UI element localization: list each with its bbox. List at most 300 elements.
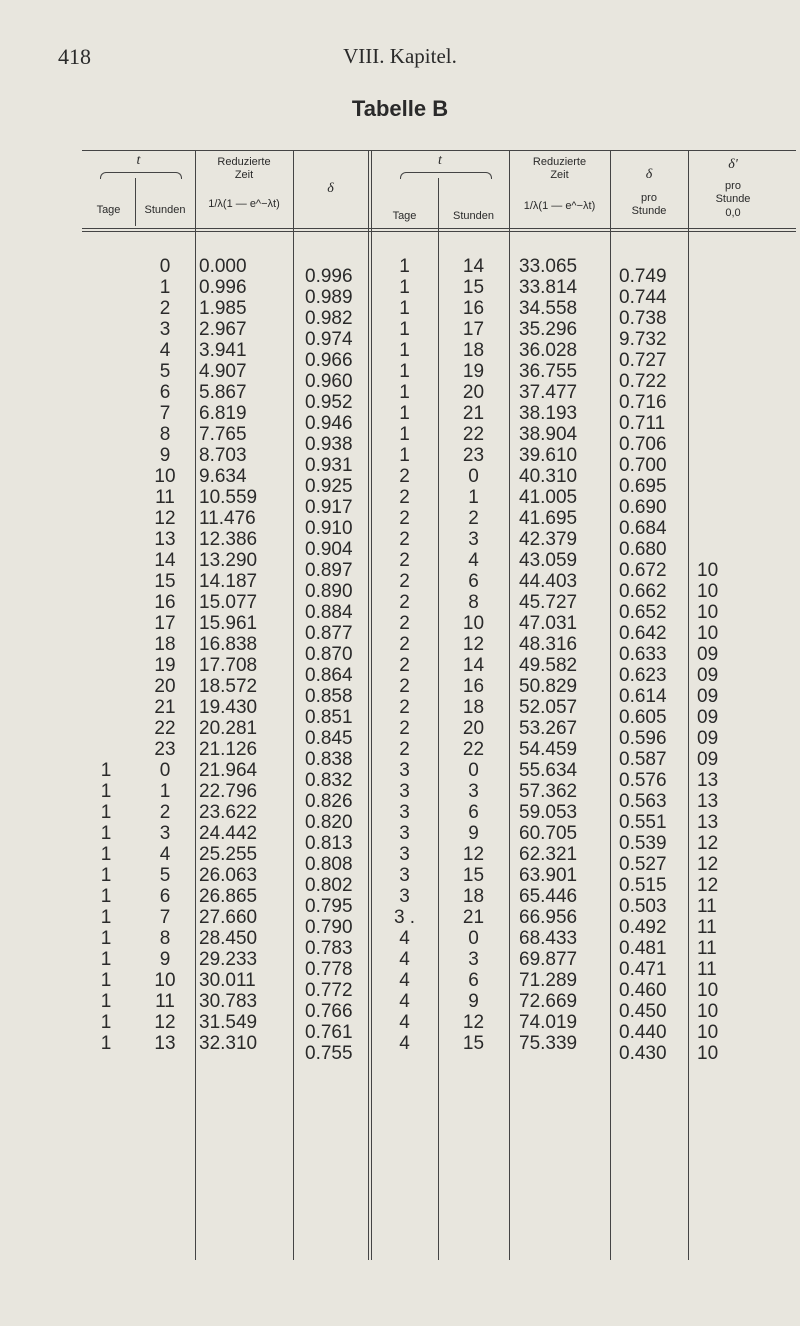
table-cell: 10 — [697, 602, 719, 623]
table-cell: 2 — [399, 676, 410, 697]
table-cell: 18 — [462, 340, 485, 361]
table-cell: 09 — [697, 728, 719, 749]
table-cell: 2 — [399, 550, 410, 571]
table-cell: 9.732 — [619, 329, 667, 350]
table-cell: 48.316 — [519, 634, 578, 655]
table-cell — [697, 539, 757, 560]
table-cell: 0 — [468, 928, 479, 949]
table-cell — [86, 445, 126, 466]
table-cell: 18.572 — [199, 676, 258, 697]
table-cell — [86, 655, 126, 676]
table-cell: 0.471 — [619, 959, 667, 980]
table-cell: 1 — [399, 445, 410, 466]
table-cell: 3 — [399, 802, 410, 823]
table-cell: 43.059 — [519, 550, 578, 571]
table-cell: 0.946 — [305, 413, 353, 434]
table-cell: 0.910 — [305, 518, 353, 539]
table-cell: 6 — [468, 802, 479, 823]
table-cell — [86, 571, 126, 592]
table-cell: 23 — [154, 739, 176, 760]
table-cell: 0.539 — [619, 833, 667, 854]
table-cell: 13 — [697, 791, 719, 812]
table-cell: 8 — [159, 424, 171, 445]
running-head: VIII. Kapitel. — [343, 44, 457, 68]
header-stunde-right: Stunde — [631, 205, 667, 217]
table-cell — [697, 413, 757, 434]
table-cell: 0.727 — [619, 350, 667, 371]
table-cell: 13 — [154, 529, 176, 550]
table-cell: 42.379 — [519, 529, 578, 550]
table-cell — [86, 466, 126, 487]
table-cell: 0.755 — [305, 1043, 353, 1064]
header-stunde-prime: Stunde — [715, 193, 751, 205]
table-cell: 0.716 — [619, 392, 667, 413]
table-cell: 38.904 — [519, 424, 578, 445]
column-delta-pro-stunde — [619, 266, 687, 1064]
table-cell: 15 — [154, 571, 176, 592]
table-cell: 11 — [697, 959, 717, 980]
table-cell — [86, 277, 126, 298]
table-cell: 0.744 — [619, 287, 667, 308]
table-cell: 1 — [100, 949, 112, 970]
table-cell: 0.652 — [619, 602, 667, 623]
table-cell: 4 — [399, 1012, 410, 1033]
table-cell: 6 — [468, 571, 479, 592]
table-cell: 2 — [399, 634, 410, 655]
table-cell: 14 — [154, 550, 176, 571]
table-cell: 0.430 — [619, 1043, 667, 1064]
table-cell: 5 — [159, 361, 171, 382]
table-cell: 20 — [462, 382, 485, 403]
table-cell: 1 — [100, 844, 112, 865]
table-cell: 5 — [159, 865, 171, 886]
table-cell: 1.985 — [199, 298, 247, 319]
table-cell: 0.802 — [305, 875, 353, 896]
table-cell: 0.870 — [305, 644, 353, 665]
header-stunde-00: 0,0 — [725, 207, 741, 219]
table-cell: 0.605 — [619, 707, 667, 728]
table-cell: 3 — [399, 781, 410, 802]
table-cell — [86, 361, 126, 382]
table-cell: 3 — [399, 886, 410, 907]
table-cell: 1 — [100, 886, 112, 907]
table-cell: 59.053 — [519, 802, 578, 823]
table-cell: 9 — [468, 991, 479, 1012]
table-cell: 6 — [159, 382, 171, 403]
table-cell: 1 — [100, 1033, 112, 1054]
table-cell: 1 — [399, 403, 410, 424]
table-cell: 2 — [399, 466, 410, 487]
table-cell: 74.019 — [519, 1012, 578, 1033]
table-cell: 0.766 — [305, 1001, 353, 1022]
table-cell: 21 — [462, 403, 485, 424]
table-cell: 2 — [399, 487, 410, 508]
table-cell: 10 — [154, 466, 176, 487]
table-cell: 0.808 — [305, 854, 353, 875]
table-cell: 9.634 — [199, 466, 247, 487]
table-cell: 19.430 — [199, 697, 258, 718]
table-cell: 13 — [697, 770, 719, 791]
table-cell — [86, 298, 126, 319]
table-cell — [697, 266, 757, 287]
header-tage-left: Tage — [96, 204, 121, 216]
table-cell: 36.755 — [519, 361, 578, 382]
table-cell: 0.864 — [305, 665, 353, 686]
table-cell: 12.386 — [199, 529, 258, 550]
table-cell: 09 — [697, 686, 719, 707]
table-cell: 1 — [100, 991, 112, 1012]
table-cell: 68.433 — [519, 928, 578, 949]
table-cell: 0.795 — [305, 896, 353, 917]
divider-delta-deltaprime — [688, 150, 689, 1260]
table-cell: 2 — [399, 571, 410, 592]
header-pro-prime: pro — [725, 180, 741, 192]
table-cell: 0.700 — [619, 455, 667, 476]
table-cell: 23.622 — [199, 802, 258, 823]
table-cell: 22 — [462, 739, 485, 760]
table-cell: 0.515 — [619, 875, 667, 896]
table-cell: 18 — [462, 697, 485, 718]
table-cell: 1 — [399, 298, 410, 319]
table-cell: 2 — [159, 298, 171, 319]
table-cell: 1 — [100, 781, 112, 802]
table-cell: 0.614 — [619, 686, 667, 707]
table-cell: 2.967 — [199, 319, 247, 340]
table-cell: 2 — [399, 592, 410, 613]
table-cell — [86, 529, 126, 550]
table-cell: 0.761 — [305, 1022, 353, 1043]
table-cell: 0.960 — [305, 371, 353, 392]
table-cell: 12 — [462, 844, 485, 865]
table-cell: 18 — [462, 886, 485, 907]
table-cell: 09 — [697, 665, 719, 686]
table-cell: 21 — [462, 907, 485, 928]
table-cell: 1 — [399, 277, 410, 298]
table-cell: 16 — [462, 676, 485, 697]
table-cell: 09 — [697, 644, 719, 665]
table-cell: 36.028 — [519, 340, 578, 361]
header-zeit-left: Zeit — [234, 169, 254, 181]
table-cell: 57.362 — [519, 781, 578, 802]
table-cell — [86, 403, 126, 424]
table-cell: 27.660 — [199, 907, 258, 928]
table-cell: 12 — [154, 508, 176, 529]
table-cell: 1 — [100, 802, 112, 823]
table-cell: 1 — [100, 970, 112, 991]
table-cell: 45.727 — [519, 592, 578, 613]
table-cell: 6 — [159, 886, 171, 907]
table-cell: 3 — [399, 823, 410, 844]
divider-stunden-red-right — [509, 150, 510, 1260]
table-cell: 1 — [468, 487, 479, 508]
table-cell: 9 — [468, 823, 479, 844]
table-cell: 4 — [399, 970, 410, 991]
table-cell: 21.126 — [199, 739, 258, 760]
table-cell: 12 — [697, 854, 719, 875]
table-cell: 4.907 — [199, 361, 247, 382]
table-cell — [86, 256, 126, 277]
table-cell: 60.705 — [519, 823, 578, 844]
table-cell: 2 — [159, 802, 171, 823]
table-cell: 09 — [697, 707, 719, 728]
table-cell: 0.897 — [305, 560, 353, 581]
table-cell — [86, 508, 126, 529]
table-cell — [697, 371, 757, 392]
table-cell: 11 — [697, 938, 717, 959]
table-cell: 0.672 — [619, 560, 667, 581]
table-cell: 3 — [159, 319, 171, 340]
table-cell: 0.460 — [619, 980, 667, 1001]
table-cell: 0.680 — [619, 539, 667, 560]
table-cell: 30.011 — [199, 970, 256, 991]
table-cell: 0.711 — [619, 413, 666, 434]
table-cell: 10 — [697, 1022, 719, 1043]
table-cell: 63.901 — [519, 865, 578, 886]
header-t-left: t — [136, 153, 141, 168]
table-cell: 0.633 — [619, 644, 667, 665]
table-cell: 0.662 — [619, 581, 667, 602]
column-tage-left — [86, 256, 126, 1054]
column-red-zeit-left — [199, 256, 291, 1054]
table-cell: 2 — [399, 655, 410, 676]
table-cell: 13.290 — [199, 550, 258, 571]
table-cell: 12 — [462, 634, 485, 655]
divider-red-delta-right — [610, 150, 611, 1260]
table-cell: 2 — [399, 508, 410, 529]
divider-tage-stunden-left — [135, 178, 136, 226]
table-cell: 1 — [100, 865, 112, 886]
header-tage-right: Tage — [392, 210, 417, 222]
table-cell: 1 — [399, 319, 410, 340]
table-cell: 0.749 — [619, 266, 667, 287]
table-cell: 30.783 — [199, 991, 258, 1012]
table-cell: 0.492 — [619, 917, 667, 938]
table-cell: 20 — [154, 676, 176, 697]
table-cell — [697, 476, 757, 497]
table-cell: 12 — [154, 1012, 176, 1033]
table-cell: 2 — [399, 718, 410, 739]
table-cell: 72.669 — [519, 991, 578, 1012]
table-cell: 3 — [468, 781, 479, 802]
table-cell: 11 — [697, 896, 717, 917]
table-cell — [697, 287, 757, 308]
table-cell: 11.476 — [199, 508, 256, 529]
table-cell: 13 — [697, 812, 719, 833]
table-cell — [697, 308, 757, 329]
table-cell: 0.838 — [305, 749, 353, 770]
table-cell: 39.610 — [519, 445, 578, 466]
table-cell — [86, 340, 126, 361]
table-cell: 29.233 — [199, 949, 258, 970]
table-cell: 15 — [462, 277, 485, 298]
table-cell: 1 — [399, 382, 410, 403]
header-pro-right: pro — [641, 192, 657, 204]
table-cell: 4 — [159, 844, 171, 865]
header-reduzierte-right: Reduzierte — [532, 156, 587, 168]
table-cell: 0.813 — [305, 833, 353, 854]
table-cell: 66.956 — [519, 907, 578, 928]
table-cell: 0.695 — [619, 476, 667, 497]
table-cell: 16 — [462, 298, 485, 319]
table-cell: 7.765 — [199, 424, 247, 445]
table-cell: 0.952 — [305, 392, 353, 413]
table-cell: 0.931 — [305, 455, 353, 476]
table-cell: 0.563 — [619, 791, 667, 812]
table-cell — [697, 329, 757, 350]
divider-stunden-red-left — [195, 150, 196, 1260]
table-cell: 0.783 — [305, 938, 353, 959]
table-cell: 1 — [399, 256, 410, 277]
table-cell: 6 — [468, 970, 479, 991]
table-cell: 10 — [697, 980, 719, 1001]
table-cell: 0.974 — [305, 329, 353, 350]
table-cell: 13 — [154, 1033, 176, 1054]
column-red-zeit-right — [519, 256, 609, 1054]
table-cell: 1 — [159, 781, 171, 802]
table-cell: 5.867 — [199, 382, 247, 403]
table-cell: 47.031 — [519, 613, 578, 634]
table-cell: 0 — [159, 760, 171, 781]
table-cell: 10 — [697, 581, 719, 602]
table-title: Tabelle B — [351, 96, 449, 121]
table-cell: 1 — [100, 928, 112, 949]
table-cell: 2 — [399, 739, 410, 760]
table-cell: 24.442 — [199, 823, 258, 844]
table-cell: 54.459 — [519, 739, 578, 760]
table-cell: 7 — [159, 907, 171, 928]
table-cell: 0.982 — [305, 308, 353, 329]
table-cell: 75.339 — [519, 1033, 578, 1054]
table-cell: 17.708 — [199, 655, 258, 676]
table-cell: 1 — [399, 424, 410, 445]
table-cell — [86, 676, 126, 697]
table-cell: 11 — [155, 487, 175, 508]
table-cell: 10 — [697, 623, 719, 644]
header-stunden-right: Stunden — [453, 210, 494, 222]
table-cell: 0.996 — [305, 266, 353, 287]
table-cell: 65.446 — [519, 886, 578, 907]
table-cell — [86, 697, 126, 718]
table-cell: 9 — [159, 949, 171, 970]
table-cell: 6.819 — [199, 403, 247, 424]
table-cell: 0.587 — [619, 749, 667, 770]
table-cell: 0 — [468, 760, 479, 781]
table-cell: 0.826 — [305, 791, 353, 812]
header-stunden-left: Stunden — [144, 204, 186, 216]
table-cell: 0 — [468, 466, 479, 487]
header-formula-right: 1/λ(1 — e^−λt) — [523, 200, 596, 212]
table-cell — [697, 434, 757, 455]
table-cell: 31.549 — [199, 1012, 258, 1033]
header-delta-right: δ — [645, 167, 653, 182]
table-cell: 0.450 — [619, 1001, 667, 1022]
table-cell: 1 — [100, 1012, 112, 1033]
table-cell: 0.738 — [619, 308, 667, 329]
table-cell: 22.796 — [199, 781, 258, 802]
header-t-left-brace — [100, 172, 182, 179]
divider-red-delta-left — [293, 150, 294, 1260]
table-cell: 40.310 — [519, 466, 578, 487]
table-cell: 2 — [399, 613, 410, 634]
table-cell: 9 — [159, 445, 171, 466]
table-cell: 3 — [468, 949, 479, 970]
table-cell: 4 — [399, 949, 410, 970]
table-cell: 0.845 — [305, 728, 353, 749]
table-cell: 1 — [399, 340, 410, 361]
divider-delta-tage-right — [368, 150, 369, 1260]
table-cell — [86, 550, 126, 571]
table-cell — [86, 382, 126, 403]
table-cell: 0.820 — [305, 812, 353, 833]
table-cell: 52.057 — [519, 697, 578, 718]
table-cell: 14 — [462, 256, 485, 277]
table-cell — [86, 592, 126, 613]
table-cell: 0.996 — [199, 277, 247, 298]
table-cell: 0.551 — [619, 812, 667, 833]
table-cell: 34.558 — [519, 298, 578, 319]
table-cell: 69.877 — [519, 949, 578, 970]
column-stunden-left — [135, 256, 195, 1054]
table-cell: 0.503 — [619, 896, 667, 917]
table-cell: 18 — [154, 634, 176, 655]
table-cell: 0.790 — [305, 917, 353, 938]
table-cell: 2 — [399, 529, 410, 550]
table-cell: 17 — [462, 319, 485, 340]
table-cell: 3 — [399, 844, 410, 865]
table-cell: 1 — [100, 907, 112, 928]
table-cell: 10 — [697, 1043, 719, 1064]
table-cell: 53.267 — [519, 718, 578, 739]
table-cell: 20.281 — [199, 718, 258, 739]
table-cell: 20 — [462, 718, 485, 739]
table-cell: 41.695 — [519, 508, 578, 529]
table-cell: 17 — [154, 613, 176, 634]
header-formula-left: 1/λ(1 — e^−λt) — [208, 198, 280, 210]
column-tage-right — [371, 256, 438, 1054]
table-cell: 09 — [697, 749, 719, 770]
table-cell: 10 — [154, 970, 176, 991]
table-cell: 10 — [697, 560, 719, 581]
table-cell: 26.063 — [199, 865, 258, 886]
table-cell: 15 — [462, 1033, 485, 1054]
table-cell — [86, 319, 126, 340]
table-cell: 11 — [697, 917, 717, 938]
table-cell: 1 — [100, 823, 112, 844]
table-cell: 0.989 — [305, 287, 353, 308]
header-t-right-brace — [400, 172, 492, 179]
table-cell: 2 — [399, 697, 410, 718]
table-cell: 35.296 — [519, 319, 578, 340]
table-cell: 12 — [697, 833, 719, 854]
table-cell: 11 — [155, 991, 175, 1012]
table-cell: 4 — [399, 928, 410, 949]
table-cell: 0.851 — [305, 707, 353, 728]
table-cell: 1 — [159, 277, 171, 298]
table-cell: 3 — [468, 529, 479, 550]
table-cell: 44.403 — [519, 571, 578, 592]
table-cell: 0.858 — [305, 686, 353, 707]
table-cell: 12 — [462, 1012, 485, 1033]
table-cell: 0.925 — [305, 476, 353, 497]
table-cell: 22 — [154, 718, 176, 739]
table-cell: 14 — [462, 655, 485, 676]
table-cell: 0.596 — [619, 728, 667, 749]
table-cell: 23 — [462, 445, 485, 466]
column-delta-left — [305, 266, 367, 1064]
table-cell: 0.623 — [619, 665, 667, 686]
table-cell — [86, 613, 126, 634]
table-cell: 41.005 — [519, 487, 578, 508]
